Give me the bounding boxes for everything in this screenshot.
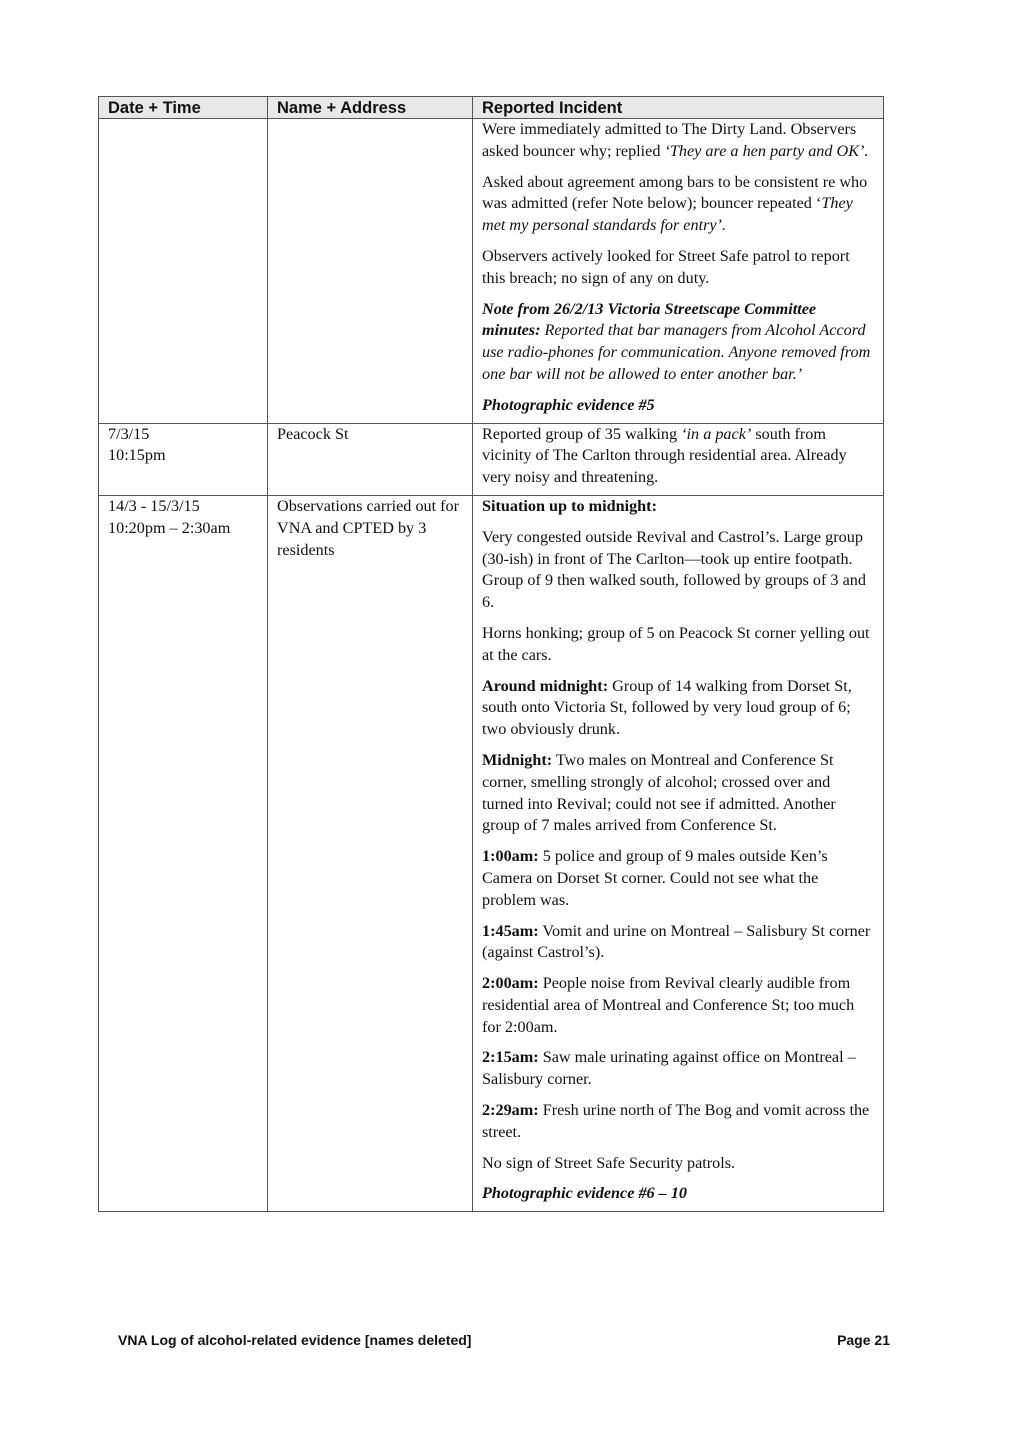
incident-paragraph: Very congested outside Revival and Castrol’s. Large group (30-ish) in front of The Carlton—took up entire footpath. Group of 9 then walked south, followed by groups of 3 and 6. bbox=[482, 527, 866, 612]
reported-incident-cell bbox=[473, 119, 884, 424]
table-row bbox=[99, 423, 884, 495]
timed-entry: 2:00am: People noise from Revival clearly audible from residential area of Montreal and Conference St; too much for 2:00am. bbox=[482, 974, 855, 1036]
timed-entry: 1:45am: Vomit and urine on Montreal – Salisbury St corner (against Castrol’s). bbox=[482, 921, 871, 962]
page-footer bbox=[118, 1332, 890, 1348]
date-time-cell: 14/3 - 15/3/15 10:20pm – 2:30am bbox=[99, 495, 268, 1211]
incident-log-table bbox=[98, 96, 884, 1212]
date-time-cell bbox=[99, 119, 268, 424]
section-heading: Situation up to midnight: bbox=[482, 496, 657, 515]
name-address-cell: Observations carried out for VNA and CPTED by 3 residents bbox=[268, 495, 473, 1211]
timed-entry: 2:15am: Saw male urinating against office on Montreal – Salisbury corner. bbox=[482, 1048, 856, 1089]
header-reported-incident: Reported Incident bbox=[473, 97, 884, 119]
name-address-cell bbox=[268, 119, 473, 424]
incident-paragraph: Asked about agreement among bars to be consistent re who was admitted (refer Note below); bouncer repeated ‘They met my personal standards for entry’. bbox=[482, 172, 868, 235]
incident-paragraph: Observers actively looked for Street Safe patrol to report this breach; no sign of any on duty. bbox=[482, 246, 850, 287]
photographic-evidence: Photographic evidence #6 – 10 bbox=[482, 1184, 688, 1203]
photographic-evidence: Photographic evidence #5 bbox=[482, 395, 655, 414]
incident-paragraph: Reported group of 35 walking ‘in a pack’ south from vicinity of The Carlton through residential area. Already very noisy and threatening. bbox=[482, 424, 847, 487]
timed-entry: Midnight: Two males on Montreal and Conference St corner, smelling strongly of alcohol; crossed over and turned into Revival; could not see if admitted. Another group of 7 males arrived from Conference St. bbox=[482, 750, 836, 835]
table-row bbox=[99, 119, 884, 424]
incident-paragraph: Horns honking; group of 5 on Peacock St corner yelling out at the cars. bbox=[482, 623, 870, 664]
timed-entry: 2:29am: Fresh urine north of The Bog and vomit across the street. bbox=[482, 1101, 870, 1141]
table-row bbox=[99, 495, 884, 1211]
table-header-row bbox=[99, 97, 884, 119]
committee-note: Note from 26/2/13 Victoria Streetscape Committee minutes: Reported that bar managers from Alcohol Accord use radio-phones for communication. Anyone removed from one bar will not be allowed to enter another bar.’ bbox=[482, 299, 871, 383]
incident-paragraph: Were immediately admitted to The Dirty Land. Observers asked bouncer why; replied ‘They are a hen party and OK’. bbox=[482, 120, 869, 160]
header-name-address: Name + Address bbox=[268, 97, 473, 119]
header-date-time: Date + Time bbox=[99, 97, 268, 119]
incident-paragraph: No sign of Street Safe Security patrols. bbox=[482, 1153, 736, 1172]
page-number: Page 21 bbox=[837, 1332, 890, 1348]
reported-incident-cell bbox=[473, 423, 884, 495]
name-address-cell: Peacock St bbox=[268, 423, 473, 495]
reported-incident-cell bbox=[473, 495, 884, 1211]
footer-title: VNA Log of alcohol-related evidence [names deleted] bbox=[118, 1332, 472, 1348]
date-time-cell: 7/3/15 10:15pm bbox=[99, 423, 268, 495]
timed-entry: Around midnight: Group of 14 walking from Dorset St, south onto Victoria St, followed by very loud group of 6; two obviously drunk. bbox=[482, 676, 852, 739]
timed-entry: 1:00am: 5 police and group of 9 males outside Ken’s Camera on Dorset St corner. Could not see what the problem was. bbox=[482, 847, 828, 909]
